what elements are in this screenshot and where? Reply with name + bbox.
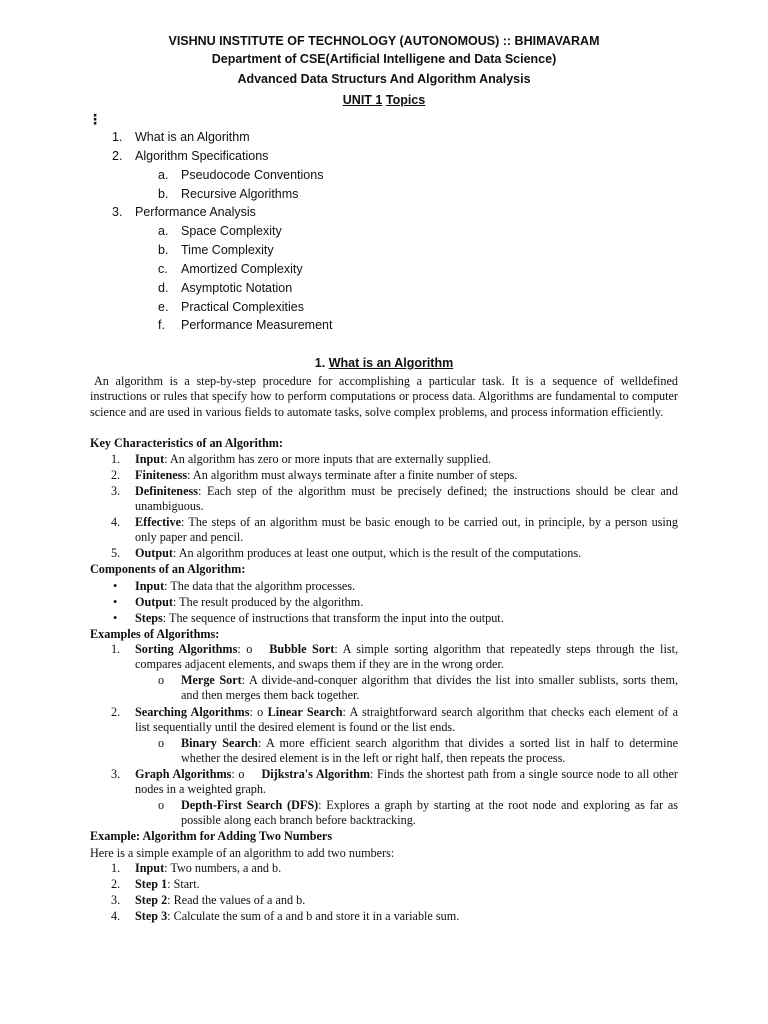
bullet-item: • Output: The result produced by the algorithm. [113, 595, 364, 609]
vertical-dots: ⋮ [88, 111, 102, 127]
section-heading: 1. What is an Algorithm [314, 356, 454, 370]
bullet-icon: • [113, 579, 118, 593]
topic-subitem: d. Asymptotic Notation [158, 281, 293, 295]
characteristics-heading: Key Characteristics of an Algorithm: [90, 436, 283, 450]
components-heading: Components of an Algorithm: [90, 562, 246, 576]
bullet-icon: • [113, 611, 118, 625]
example-subitem: o Depth-First Search (DFS): Explores a graph by starting at the root node and exploring as far as possible along each branch before backtracking. [158, 798, 678, 828]
step-item: 3. Step 2: Read the values of a and b. [111, 893, 306, 907]
topic-item: 1. What is an Algorithm [112, 130, 250, 144]
list-item: 3. Definiteness: Each step of the algorithm must be precisely defined; the instructions should be clear and unambiguous. [111, 484, 678, 514]
example-item: 1. Sorting Algorithms: o Bubble Sort: A simple sorting algorithm that repeatedly steps through the list, compares adjacent elements, and swaps them if they are in the wrong order. [111, 642, 679, 672]
example-add-intro: Here is a simple example of an algorithm to add two numbers: [90, 846, 395, 860]
step-item: 1. Input: Two numbers, a and b. [111, 861, 282, 875]
section-title: What is an Algorithm [328, 356, 454, 370]
topic-subitem: f. Performance Measurement [158, 318, 333, 332]
list-item: 2. Finiteness: An algorithm must always terminate after a finite number of steps. [111, 468, 518, 482]
topic-item: 3. Performance Analysis [112, 205, 256, 219]
example-subitem: o Merge Sort: A divide-and-conquer algorithm that divides the list into smaller sublists, sorts them, and then merges them back together. [158, 673, 679, 703]
bullet-item: • Input: The data that the algorithm processes. [113, 579, 356, 593]
bullet-icon: • [113, 595, 118, 609]
example-item: 2. Searching Algorithms: o Linear Search: A straightforward search algorithm that checks each element of a list sequentially until the desired element is found or the list ends. [111, 705, 678, 735]
list-item: 4. Effective: The steps of an algorithm must be basic enough to be carried out, in principle, by a person using only paper and pencil. [111, 515, 678, 545]
topic-subitem: c. Amortized Complexity [158, 262, 303, 276]
course-title: Advanced Data Structurs And Algorithm Analysis [237, 72, 531, 86]
unit-topics-label: Topics [385, 93, 426, 107]
step-item: 2. Step 1: Start. [111, 877, 200, 891]
topic-subitem: e. Practical Complexities [158, 300, 304, 314]
unit-heading [0, 93, 768, 107]
department-title: Department of CSE(Artificial Intelligene and Data Science) [211, 52, 557, 66]
example-subitem: o Binary Search: A more efficient search algorithm that divides a sorted list in half to determine whether the desired element is in the left or right half, then repeats the process. [158, 736, 678, 766]
example-add-heading: Example: Algorithm for Adding Two Numbers [90, 829, 333, 843]
circle-bullet-icon: o [158, 798, 165, 812]
topic-item: 2. Algorithm Specifications [112, 149, 269, 163]
circle-bullet-icon: o [158, 673, 165, 687]
intro-paragraph: An algorithm is a step-by-step procedure for accomplishing a particular task. It is a sequence of welldefined instructions or rules that specify how to perform computations or process data. Algorithms are fundamental to computer science and are used in various fields to automate tasks, solve complex problems, and process information efficiently. [90, 374, 678, 419]
topic-subitem: a. Pseudocode Conventions [158, 168, 324, 182]
examples-heading: Examples of Algorithms: [90, 627, 220, 641]
institute-title: VISHNU INSTITUTE OF TECHNOLOGY (AUTONOMOUS) :: BHIMAVARAM [168, 34, 600, 48]
circle-bullet-icon: o [158, 736, 165, 750]
topic-subitem: a. Space Complexity [158, 224, 282, 238]
example-item: 3. Graph Algorithms: o Dijkstra's Algorithm: Finds the shortest path from a single source node to all other nodes in a weighted graph. [111, 767, 678, 797]
list-item: 5. Output: An algorithm produces at least one output, which is the result of the computations. [111, 546, 582, 560]
unit-number: UNIT 1 [342, 93, 383, 107]
topic-subitem: b. Time Complexity [158, 243, 274, 257]
topic-subitem: b. Recursive Algorithms [158, 187, 299, 201]
bullet-item: • Steps: The sequence of instructions that transform the input into the output. [113, 611, 504, 625]
step-item: 4. Step 3: Calculate the sum of a and b and store it in a variable sum. [111, 909, 460, 923]
list-item: 1. Input: An algorithm has zero or more inputs that are externally supplied. [111, 452, 492, 466]
